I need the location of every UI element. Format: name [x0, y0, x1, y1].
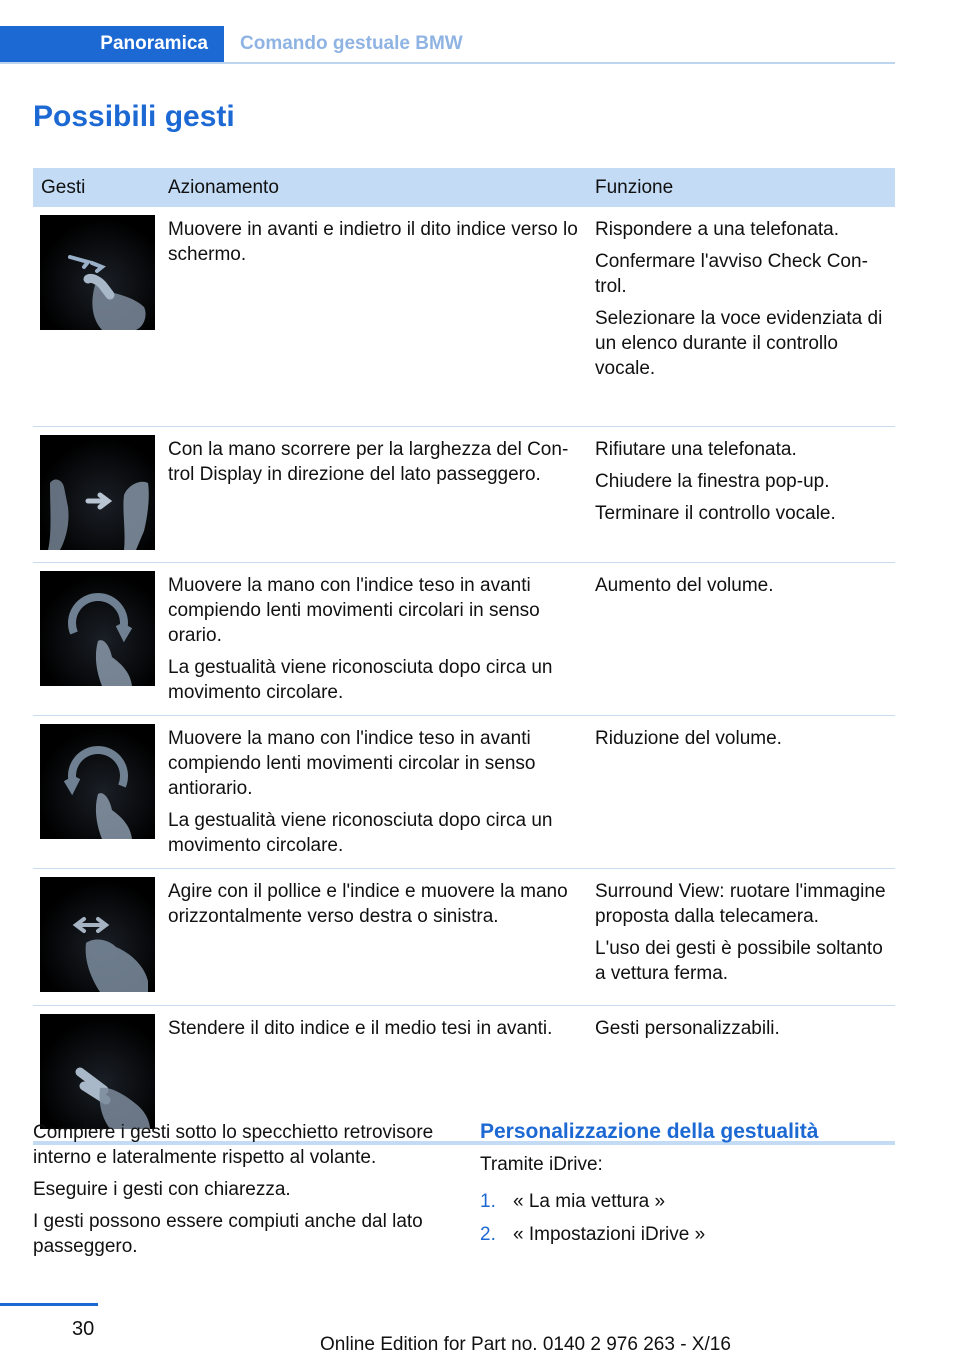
gesture-image-cell: [33, 426, 160, 562]
action-text: La gestualità viene riconosciuta dopo circa un movimento circolare.: [168, 809, 553, 856]
function-cell: [587, 715, 895, 868]
function-text: Rispondere a una telefonata.: [595, 219, 840, 240]
note-text: I gesti possono essere compiuti anche dal lato passeggero.: [33, 1211, 423, 1257]
action-text: La gestualità viene riconosciuta dopo circa un movimento circolare.: [168, 656, 553, 703]
column-header-gesti: Gesti: [33, 168, 160, 207]
page-title: Possibili gesti: [33, 100, 235, 133]
finger-tap-forward-icon: [40, 215, 155, 330]
action-cell: [160, 207, 587, 426]
step-number: 1.: [480, 1191, 496, 1212]
function-cell: [587, 207, 895, 426]
table-row: [33, 207, 895, 426]
action-cell: [160, 562, 587, 715]
list-item: [480, 1189, 895, 1214]
intro-text: Tramite iDrive:: [480, 1154, 603, 1175]
action-text: Muovere la mano con l'indice teso in avanti compiendo lenti movimenti circolar in senso antiorario.: [168, 727, 536, 799]
circle-counterclockwise-icon: [40, 724, 155, 839]
list-item: [480, 1222, 895, 1247]
function-text: Surround View: ruotare l'immagine proposta dalla telecamera.: [595, 880, 886, 927]
function-cell: [587, 426, 895, 562]
action-text: Stendere il dito indice e il medio tesi in avanti.: [168, 1017, 553, 1039]
action-text: Con la mano scorrere per la larghezza del Control Display in direzione del lato passeggero.: [168, 438, 569, 485]
gesture-image-cell: [33, 715, 160, 868]
table-row: [33, 426, 895, 562]
table-row: [33, 562, 895, 715]
footer-divider: [0, 1303, 98, 1306]
page-header: [0, 26, 895, 64]
gesture-image-cell: [33, 207, 160, 426]
note-text: Eseguire i gesti con chiarezza.: [33, 1179, 291, 1200]
function-text: Chiudere la finestra pop-up.: [595, 470, 830, 492]
function-text: Terminare il controllo vocale.: [595, 502, 836, 524]
gesture-image-cell: [33, 868, 160, 1005]
steps-list: [480, 1189, 895, 1247]
section-tab-panoramica[interactable]: Panoramica: [0, 26, 224, 62]
edition-text: Online Edition for Part no. 0140 2 976 263 - X/16: [320, 1334, 731, 1355]
function-text: Rifiutare una telefonata.: [595, 438, 797, 460]
hand-swipe-icon: [40, 435, 155, 550]
section-tab-comando-gestuale[interactable]: Comando gestuale BMW: [240, 33, 463, 54]
action-cell: [160, 715, 587, 868]
customization-section: [480, 1118, 895, 1255]
table-row: [33, 868, 895, 1005]
gesture-image-cell: [33, 562, 160, 715]
function-text: L'uso dei gesti è possibile soltanto a vettura ferma.: [595, 937, 883, 984]
action-text: Muovere in avanti e indietro il dito indice verso lo schermo.: [168, 219, 578, 265]
section-heading: Personalizzazione della gestualità: [480, 1120, 819, 1143]
action-cell: [160, 426, 587, 562]
table-row: [33, 715, 895, 868]
column-header-azionamento: Azionamento: [160, 168, 587, 207]
table-header-row: [33, 168, 895, 207]
column-header-funzione: Funzione: [587, 168, 895, 207]
function-cell: [587, 868, 895, 1005]
action-text: Agire con il pollice e l'indice e muovere la mano orizzontalmente verso destra o sinistra.: [168, 880, 568, 927]
pinch-horizontal-icon: [40, 877, 155, 992]
circle-clockwise-icon: [40, 571, 155, 686]
usage-notes: [33, 1120, 443, 1266]
function-text: Gesti personalizzabili.: [595, 1017, 780, 1039]
function-cell: [587, 562, 895, 715]
function-text: Selezionare la voce evidenziata di un elenco durante il controllo vocale.: [595, 308, 883, 379]
step-text: « La mia vettura »: [513, 1191, 666, 1212]
step-number: 2.: [480, 1224, 496, 1245]
note-text: Compiere i gesti sotto lo specchietto retrovisore interno e lateralmente rispetto al volante.: [33, 1122, 434, 1168]
function-text: Aumento del volume.: [595, 574, 774, 596]
function-text: Riduzione del volume.: [595, 727, 782, 749]
action-cell: [160, 868, 587, 1005]
gestures-table: [33, 168, 895, 1145]
two-fingers-icon: [40, 1014, 155, 1129]
action-text: Muovere la mano con l'indice teso in avanti compiendo lenti movimenti circolari in senso orario.: [168, 574, 540, 646]
function-text: Confermare l'avviso Check Control.: [595, 251, 868, 297]
step-text: « Impostazioni iDrive »: [513, 1224, 706, 1245]
page-number: 30: [72, 1318, 95, 1340]
